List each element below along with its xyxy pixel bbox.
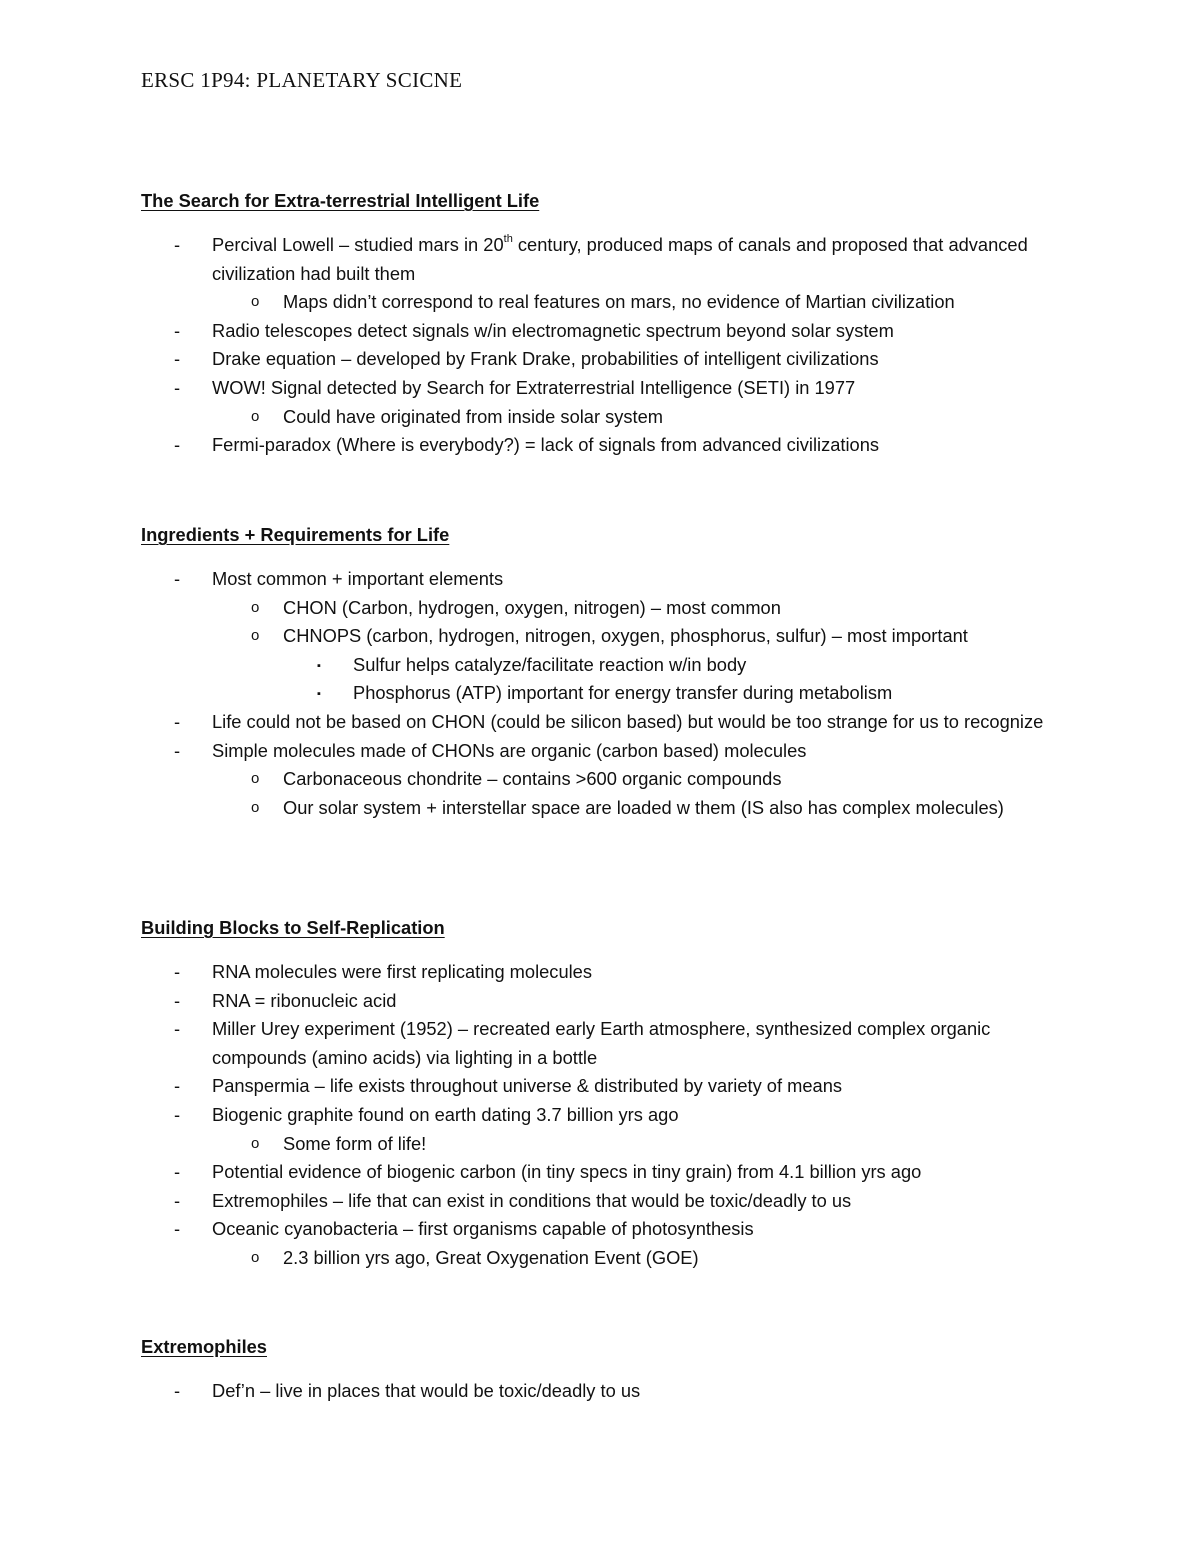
bullet-marker: - [174,739,181,761]
list-item [141,565,1081,594]
list-item [141,345,1081,374]
bullet-marker: - [174,348,181,370]
list-item [141,1072,1081,1101]
list-item [141,651,1081,680]
list-item [141,679,1081,708]
bullet-marker: - [174,376,181,398]
list-item-text: Our solar system + interstellar space are loaded w them (IS also has complex molecules) [283,796,1004,818]
list-item [141,374,1081,403]
list-item-text: Most common + important elements [212,568,504,589]
list-item [141,1377,1081,1406]
bullet-list [141,231,1081,460]
bullet-list [141,565,1081,822]
section-heading: Ingredients + Requirements for Life [141,524,450,545]
bullet-list [141,1377,1081,1406]
list-item [141,1130,1081,1159]
list-item-text: 2.3 billion yrs ago, Great Oxygenation Event (GOE) [283,1246,699,1268]
list-item [141,765,1081,794]
bullet-marker: o [251,1134,260,1152]
bullet-marker: ▪ [317,688,321,701]
list-item [141,288,1081,317]
bullet-marker: - [174,1075,181,1097]
list-item [141,317,1081,346]
bullet-marker: - [174,989,181,1011]
list-item-text: Panspermia – life exists throughout universe & distributed by variety of means [212,1075,843,1097]
list-item-text: Sulfur helps catalyze/facilitate reaction w/in body [353,653,747,675]
bullet-marker: o [251,798,260,816]
bullet-marker: - [174,1218,181,1240]
list-item-text: CHON (Carbon, hydrogen, oxygen, nitrogen) – most common [283,596,781,618]
list-item [141,594,1081,623]
bullet-marker: - [174,710,181,732]
bullet-marker: ▪ [317,659,321,672]
list-item [141,1158,1081,1187]
bullet-marker: - [174,1380,181,1401]
list-item [141,794,1081,823]
section-heading: The Search for Extra-terrestrial Intelligent Life [141,190,540,211]
list-item-text: Oceanic cyanobacteria – first organisms capable of photosynthesis [212,1218,754,1240]
list-item [141,1244,1081,1273]
section-search-for-eti [141,187,1081,460]
list-item-text-continued: century, produced maps of canals and proposed that advanced civilization had built them [212,234,1028,284]
bullet-marker: o [251,627,260,645]
list-item-text: Drake equation – developed by Frank Drake, probabilities of intelligent civilizations [212,348,879,370]
bullet-marker: - [174,1103,181,1125]
list-item-text: Miller Urey experiment (1952) – recreated early Earth atmosphere, synthesized complex organic compounds (amino acids) via lighting in a bottle [212,1018,991,1068]
list-item-text: WOW! Signal detected by Search for Extraterrestrial Intelligence (SETI) in 1977 [212,376,856,398]
list-item-text: Maps didn’t correspond to real features on mars, no evidence of Martian civilization [283,291,955,313]
superscript: th [503,232,513,245]
bullet-marker: - [174,961,181,982]
list-item-text: CHNOPS (carbon, hydrogen, nitrogen, oxygen, phosphorus, sulfur) – most important [283,625,968,647]
list-item-text: Carbonaceous chondrite – contains >600 organic compounds [283,768,782,790]
list-item [141,1187,1081,1216]
list-item [141,431,1081,460]
bullet-marker: o [251,1248,260,1266]
bullet-marker: - [174,234,181,255]
list-item-text: Could have originated from inside solar system [283,405,664,427]
list-item-text: Biogenic graphite found on earth dating 3.7 billion yrs ago [212,1103,679,1125]
list-item [141,708,1081,737]
list-item [141,987,1081,1016]
bullet-marker: - [174,568,181,589]
bullet-list [141,958,1081,1273]
bullet-marker: - [174,1161,181,1183]
bullet-marker: - [174,434,181,456]
list-item-text: Percival Lowell – studied mars in 20 [212,234,504,255]
document-header: ERSC 1P94: PLANETARY SCICNE [141,68,463,92]
section-heading: Extremophiles [141,1336,267,1357]
list-item [141,737,1081,766]
list-item-text: Phosphorus (ATP) important for energy transfer during metabolism [353,682,893,704]
list-item-text: Some form of life! [283,1132,427,1154]
section-ingredients-for-life [141,521,1081,822]
list-item-text: RNA = ribonucleic acid [212,989,397,1011]
list-item [141,1015,1081,1072]
list-item-text: Def’n – live in places that would be toxic/deadly to us [212,1380,641,1401]
bullet-marker: o [251,293,260,311]
list-item [141,231,1081,288]
section-heading: Building Blocks to Self-Replication [141,917,445,938]
list-item-text: RNA molecules were first replicating molecules [212,961,592,982]
list-item-text: Extremophiles – life that can exist in conditions that would be toxic/deadly to us [212,1189,852,1211]
list-item-text: Fermi-paradox (Where is everybody?) = lack of signals from advanced civilizations [212,434,880,456]
list-item-text: Simple molecules made of CHONs are organic (carbon based) molecules [212,739,807,761]
list-item [141,1101,1081,1130]
list-item-text: Life could not be based on CHON (could be silicon based) but would be too strange for us to recognize [212,710,1044,732]
list-item [141,1215,1081,1244]
list-item-text: Radio telescopes detect signals w/in electromagnetic spectrum beyond solar system [212,319,894,341]
list-item [141,622,1081,651]
bullet-marker: o [251,598,260,616]
bullet-marker: - [174,1189,181,1211]
section-extremophiles [141,1333,1081,1406]
list-item-text: Potential evidence of biogenic carbon (in tiny specs in tiny grain) from 4.1 billion yrs ago [212,1161,922,1183]
bullet-marker: o [251,770,260,788]
bullet-marker: - [174,319,181,341]
bullet-marker: o [251,407,260,425]
list-item [141,403,1081,432]
bullet-marker: - [174,1018,181,1040]
section-building-blocks [141,914,1081,1273]
list-item [141,958,1081,987]
